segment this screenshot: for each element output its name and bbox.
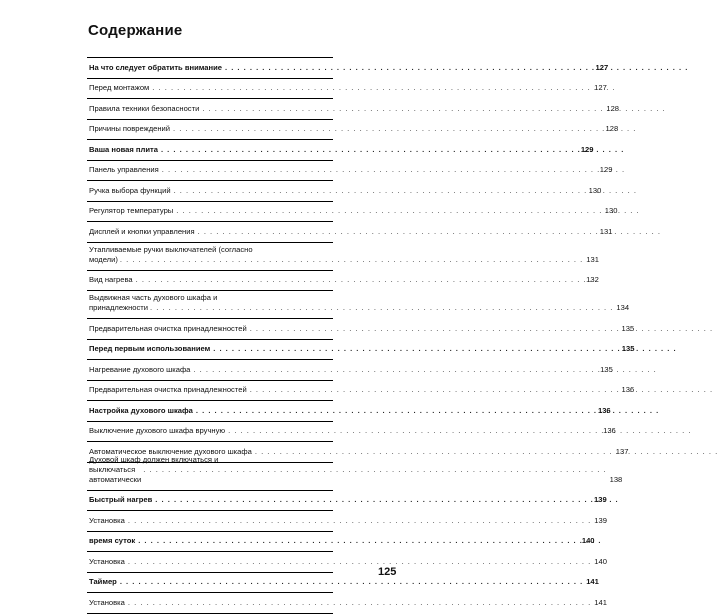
toc-entry-title: Предварительная очистка принадлежностей	[89, 323, 247, 333]
toc-entry-title: Предварительная очистка принадлежностей	[89, 385, 247, 394]
toc-entry[interactable]	[87, 271, 599, 292]
toc-entry-title: Духовой шкаф должен включаться и	[89, 454, 219, 464]
dot-leader	[136, 275, 599, 285]
toc-entry-page: 136	[603, 426, 616, 435]
toc-entry[interactable]	[87, 319, 635, 340]
toc-entry-page: 135	[600, 364, 613, 374]
page-number: 125	[378, 566, 397, 578]
toc-entry-page: 138	[609, 474, 623, 484]
toc-entry-title: Таймер	[89, 577, 117, 586]
toc-entry-page: 137	[615, 446, 629, 456]
toc-entry-page: 128	[606, 103, 620, 113]
toc-entry-title: время суток	[89, 536, 136, 545]
toc-entry[interactable]	[87, 532, 595, 553]
dot-leader	[213, 344, 676, 354]
toc-entry-page: 141	[586, 577, 599, 586]
dot-leader	[198, 227, 661, 237]
dot-leader	[150, 303, 613, 313]
toc-entry[interactable]	[87, 79, 607, 100]
toc-entry[interactable]	[87, 58, 609, 79]
toc-entry-page: 135	[621, 344, 635, 353]
dot-leader	[128, 598, 591, 608]
toc-entry-title: Нагревание духового шкафа	[89, 364, 191, 374]
dot-leader	[250, 324, 713, 334]
toc-entry-page: 129	[580, 144, 594, 154]
toc-entry[interactable]	[87, 161, 613, 182]
dot-leader	[193, 365, 656, 375]
toc-entry-title: Дисплей и кнопки управления	[89, 226, 195, 236]
toc-entry-title: Установка	[89, 597, 125, 607]
toc-entry-title: Причины повреждений	[89, 124, 171, 133]
toc-heading: Содержание	[88, 22, 183, 39]
toc-entry-title-continued: принадлежности	[89, 303, 149, 312]
toc-entry-page: 139	[594, 495, 607, 504]
toc-entry-page: 131	[586, 254, 599, 264]
toc-entry-page: 136	[621, 385, 635, 394]
toc-entry-title-continued: выключаться автоматически	[89, 464, 142, 484]
toc-entry-page: 128	[605, 124, 619, 133]
dot-leader	[161, 145, 624, 155]
dot-leader	[173, 124, 636, 134]
toc-entry-title: Регулятор температуры	[89, 206, 174, 215]
toc-entry-title: Правила техники безопасности	[89, 103, 200, 113]
toc-entry-title: Ручка выбора функций	[89, 185, 171, 195]
dot-leader	[120, 255, 583, 265]
toc-entry[interactable]	[87, 422, 616, 443]
dot-leader	[155, 495, 618, 505]
toc-entry[interactable]	[87, 454, 623, 491]
toc-entry[interactable]	[87, 593, 607, 614]
dot-leader	[138, 536, 601, 546]
toc-entry-page: 131	[599, 226, 613, 236]
toc-entry-title: Перед монтажом	[89, 83, 150, 92]
toc-entry-page: 134	[616, 303, 630, 312]
dot-leader	[228, 426, 691, 436]
toc-entry-page: 135	[621, 323, 635, 333]
toc-entry-title-continued: модели)	[89, 254, 118, 264]
dot-leader	[162, 165, 625, 175]
toc-entry[interactable]	[87, 401, 611, 422]
dot-leader	[128, 557, 591, 567]
dot-leader	[120, 577, 583, 587]
toc-entry-title: Настройка духового шкафа	[89, 405, 193, 415]
toc-entry[interactable]	[87, 202, 618, 223]
toc-entry[interactable]	[87, 99, 620, 120]
toc-entry-page: 141	[594, 597, 607, 607]
toc-entry[interactable]	[87, 340, 635, 361]
toc-entry[interactable]	[87, 360, 613, 381]
toc-entry[interactable]	[87, 381, 635, 402]
dot-leader	[225, 63, 688, 73]
toc-entry-page: 140	[581, 536, 595, 545]
toc-entry[interactable]	[87, 120, 619, 141]
toc-entry-title: Панель управления	[89, 165, 159, 174]
dot-leader	[143, 465, 606, 485]
toc-entry-title: Установка	[89, 515, 125, 525]
toc-entry[interactable]	[87, 291, 630, 319]
dot-leader	[152, 83, 615, 93]
toc-entry-title: Установка	[89, 556, 125, 566]
toc-entry[interactable]	[87, 140, 594, 161]
toc-entry-page: 140	[594, 556, 607, 566]
toc-entry[interactable]	[87, 181, 602, 202]
toc-entry-title: Вид нагрева	[89, 275, 133, 284]
dot-leader	[128, 516, 591, 526]
dot-leader	[174, 186, 637, 196]
toc-entry-title: Выключение духового шкафа вручную	[89, 426, 226, 435]
toc-entry[interactable]	[87, 491, 607, 512]
dot-leader	[202, 104, 665, 114]
dot-leader	[250, 385, 713, 395]
toc-entry-title: Выдвижная часть духового шкафа и	[89, 293, 218, 302]
toc-entry-page: 129	[599, 165, 613, 174]
toc-entry[interactable]	[87, 573, 599, 594]
toc-entry-title: Автоматическое выключение духового шкафа	[89, 446, 252, 456]
toc-entry[interactable]	[87, 243, 599, 271]
toc-entry-page: 127	[595, 62, 609, 72]
toc-entry-title: Ваша новая плита	[89, 144, 158, 154]
toc-entry-title: На что следует обратить внимание	[89, 62, 222, 72]
dot-leader	[176, 206, 639, 216]
toc-entry-title: Быстрый нагрев	[89, 495, 153, 504]
toc-entry[interactable]	[87, 222, 613, 243]
toc-entry-page: 130	[588, 185, 602, 195]
toc-entry-page: 136	[597, 405, 611, 415]
toc-entry-title: Утапливаемые ручки выключателей (согласно	[89, 244, 253, 254]
toc-entry-page: 132	[586, 275, 599, 284]
toc-entry-page: 139	[594, 515, 607, 525]
toc-entry[interactable]	[87, 511, 607, 532]
toc-entry-page: 127	[594, 83, 607, 92]
dot-leader	[196, 406, 659, 416]
toc-entry-page: 130	[604, 206, 618, 215]
toc-entry-title: Перед первым использованием	[89, 344, 211, 353]
